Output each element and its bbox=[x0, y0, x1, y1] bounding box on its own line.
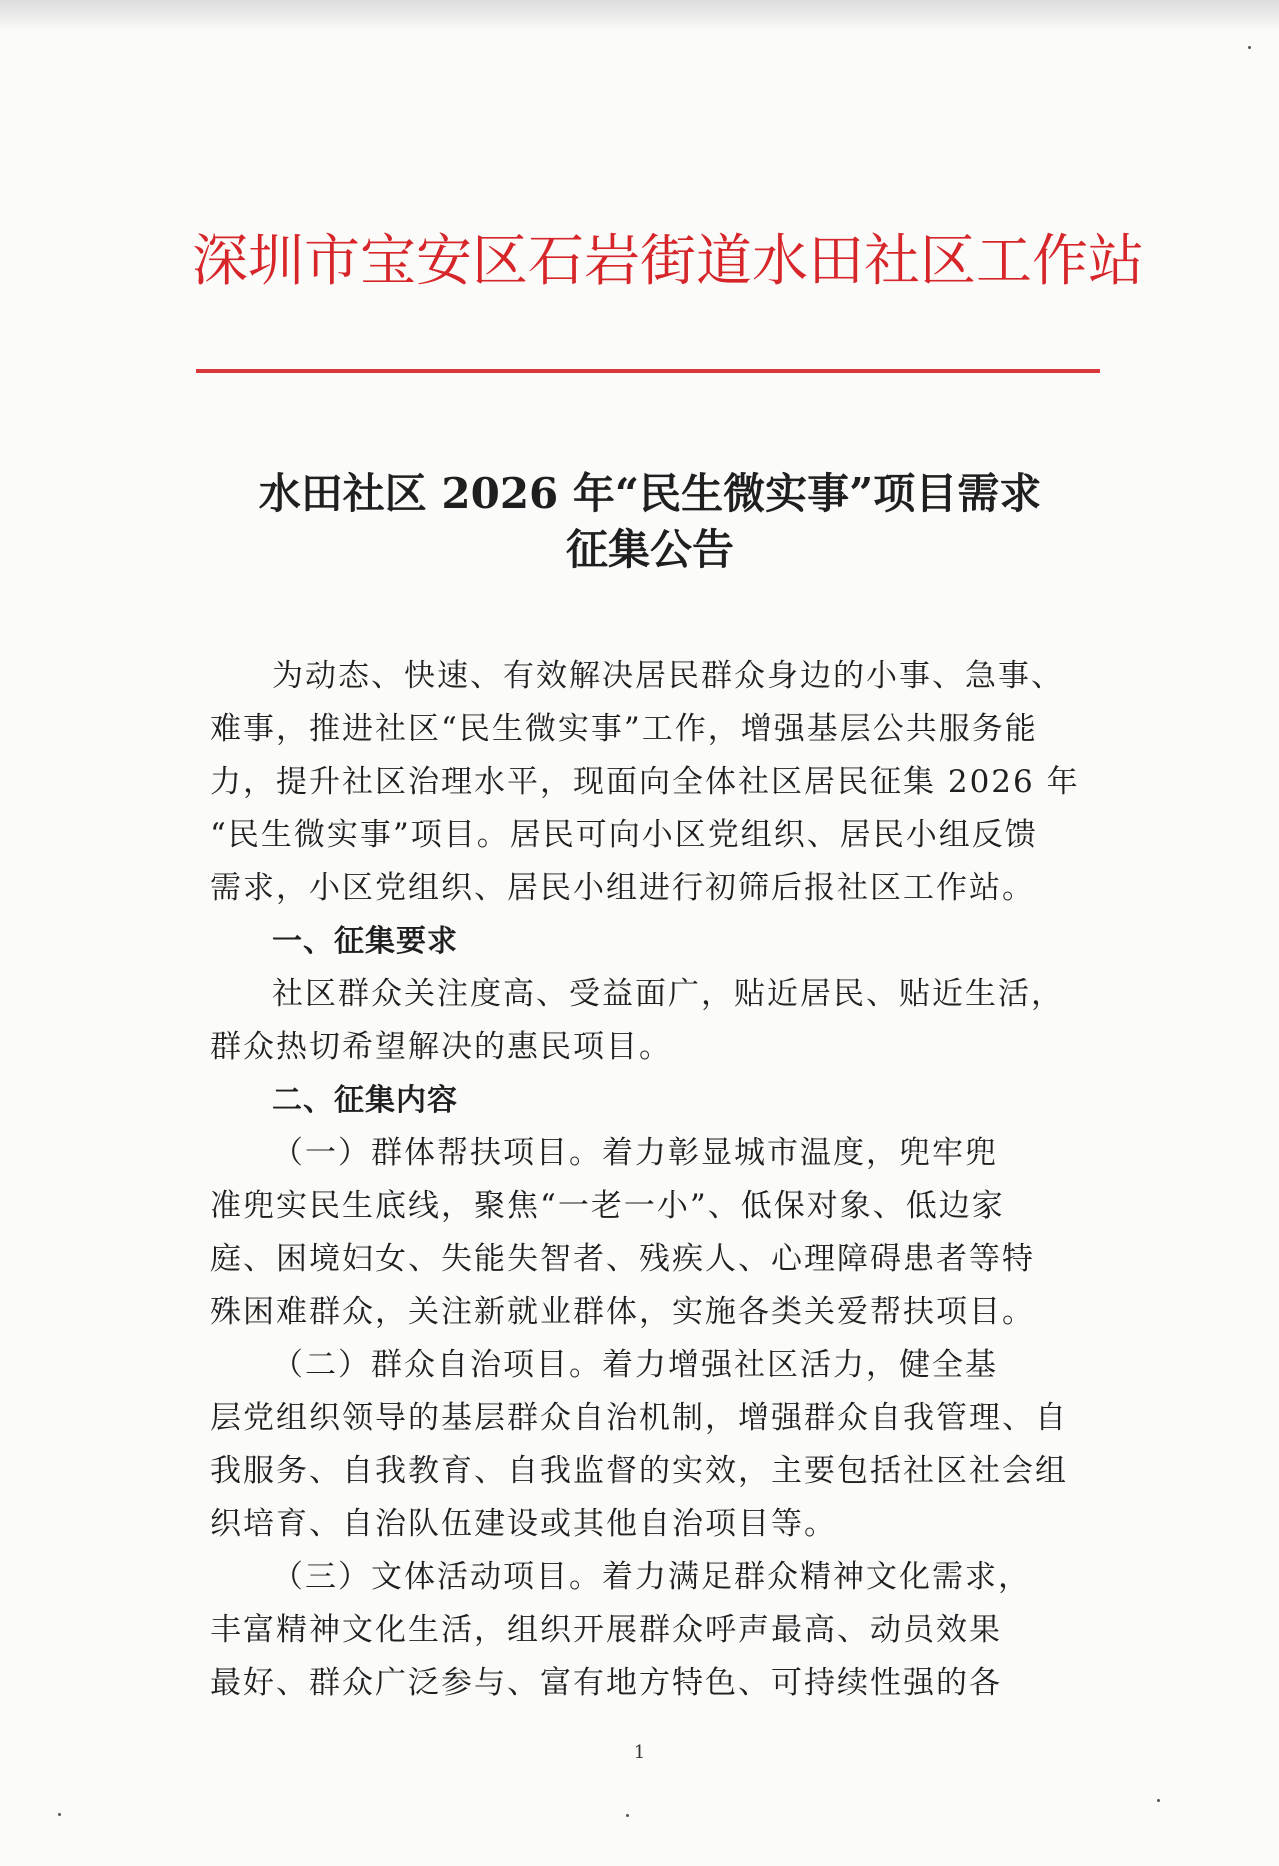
page-number: 1 bbox=[633, 1742, 646, 1763]
organization-name: 深圳市宝安区石岩街道水田社区工作站 bbox=[192, 229, 1144, 294]
intro-line: 需求，小区党组织、居民小组进行初筛后报社区工作站。 bbox=[210, 870, 1035, 906]
requirements-line: 社区群众关注度高、受益面广，贴近居民、贴近生活， bbox=[272, 976, 1064, 1012]
scan-speck bbox=[626, 1814, 629, 1817]
item-3-line: 丰富精神文化生活，组织开展群众呼声最高、动员效果 bbox=[210, 1612, 1002, 1648]
item-2-line: 层党组织领导的基层群众自治机制，增强群众自我管理、自 bbox=[210, 1400, 1068, 1436]
item-1-line: 殊困难群众，关注新就业群体，实施各类关爱帮扶项目。 bbox=[210, 1294, 1035, 1330]
item-3-line: （三）文体活动项目。着力满足群众精神文化需求， bbox=[272, 1559, 1031, 1595]
scan-shadow bbox=[0, 0, 1279, 32]
requirements-line: 群众热切希望解决的惠民项目。 bbox=[210, 1029, 672, 1065]
intro-line: “民生微实事”项目。居民可向小区党组织、居民小组反馈 bbox=[210, 817, 1038, 853]
letterhead bbox=[192, 222, 1144, 302]
item-3-line: 最好、群众广泛参与、富有地方特色、可持续性强的各 bbox=[210, 1665, 1002, 1701]
notice-title-line-2: 征集公告 bbox=[565, 525, 734, 574]
scan-speck bbox=[58, 1813, 61, 1816]
intro-line: 为动态、快速、有效解决居民群众身边的小事、急事、 bbox=[272, 658, 1064, 694]
letterhead-red-rule bbox=[196, 369, 1100, 373]
notice-body bbox=[210, 650, 1090, 1710]
item-1-line: 准兜实民生底线，聚焦“一老一小”、低保对象、低边家 bbox=[210, 1188, 1005, 1224]
item-1-line: 庭、困境妇女、失能失智者、残疾人、心理障碍患者等特 bbox=[210, 1241, 1035, 1277]
item-1-line: （一）群体帮扶项目。着力彰显城市温度，兜牢兜 bbox=[272, 1135, 998, 1171]
intro-line: 力，提升社区治理水平，现面向全体社区居民征集 2026 年 bbox=[210, 764, 1080, 800]
scan-speck bbox=[1248, 46, 1251, 49]
intro-line: 难事，推进社区“民生微实事”工作，增强基层公共服务能 bbox=[210, 711, 1038, 747]
item-2-line: 织培育、自治队伍建设或其他自治项目等。 bbox=[210, 1506, 837, 1542]
item-2-line: 我服务、自我教育、自我监督的实效，主要包括社区社会组 bbox=[210, 1453, 1068, 1489]
scan-speck bbox=[1157, 1799, 1160, 1802]
notice-title-line-1: 水田社区 2026 年“民生微实事”项目需求 bbox=[258, 469, 1042, 518]
section-heading-requirements: 一、征集要求 bbox=[272, 924, 458, 959]
item-2-line: （二）群众自治项目。着力增强社区活力，健全基 bbox=[272, 1347, 998, 1383]
section-heading-content: 二、征集内容 bbox=[272, 1083, 458, 1118]
